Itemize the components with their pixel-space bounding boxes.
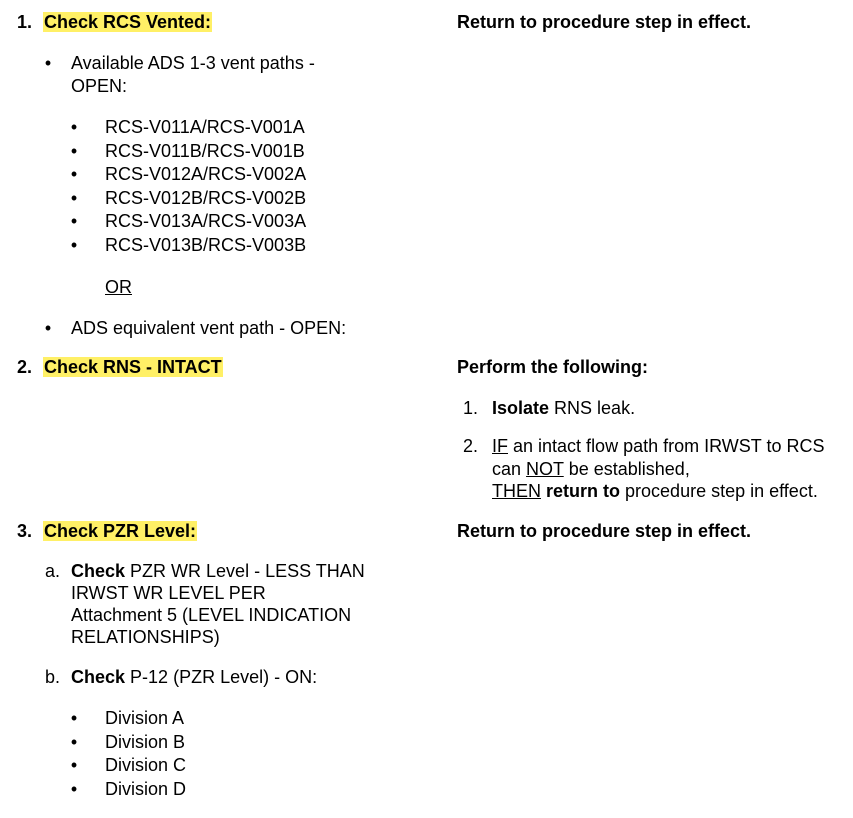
step-1-bullet-1-line-1: Available ADS 1-3 vent paths - (71, 53, 315, 73)
step-3-number: 3. (17, 521, 33, 541)
step-3-response-not-obtained: Return to procedure step in effect. (457, 521, 752, 541)
step-3a-line-1 (71, 560, 365, 582)
not-keyword: NOT (526, 459, 564, 479)
step-3a-line-2: IRWST WR LEVEL PER (71, 583, 266, 603)
check-verb: Check (71, 561, 126, 581)
step-2-rnr-sub-2-line-1 (492, 435, 824, 457)
valve-list-item: RCS-V012A/RCS-V002A (105, 164, 307, 184)
valve-list-item: RCS-V011A/RCS-V001A (105, 117, 305, 137)
step-2-rnr-sub-2-line-3 (492, 480, 818, 502)
division-list-item: Division C (105, 755, 187, 775)
bullet-icon: • (70, 188, 78, 208)
bullet-icon: • (70, 211, 78, 231)
step-3b-letter: b. (45, 667, 61, 687)
step-3a-line-4: RELATIONSHIPS) (71, 627, 220, 647)
line-2-post: be established, (568, 459, 690, 479)
then-keyword: THEN (492, 481, 541, 501)
step-2-title (43, 356, 223, 378)
step-3a-line-1-text: PZR WR Level - LESS THAN (130, 561, 365, 581)
bullet-icon: • (70, 235, 78, 255)
step-1-bullet-1-line-2: OPEN: (71, 76, 128, 96)
bullet-icon: • (44, 53, 52, 73)
step-3a-line-3: Attachment 5 (LEVEL INDICATION (71, 605, 352, 625)
line-2-pre: can (492, 459, 522, 479)
valve-list-item: RCS-V013A/RCS-V003A (105, 211, 307, 231)
step-2-rnr-sub-2-line-2 (492, 458, 690, 480)
valve-list-item: RCS-V012B/RCS-V002B (105, 188, 307, 208)
bullet-icon: • (70, 732, 78, 752)
step-3-title-highlight: Check PZR Level: (44, 521, 197, 541)
step-1-title-highlight: Check RCS Vented: (44, 12, 212, 32)
line-3-post: procedure step in effect. (625, 481, 818, 501)
step-3-title (43, 520, 197, 542)
step-2-response-not-obtained: Perform the following: (457, 357, 648, 377)
step-3b-text: P-12 (PZR Level) - ON: (130, 667, 318, 687)
bullet-icon: • (70, 117, 78, 137)
bullet-icon: • (70, 141, 78, 161)
or-separator: OR (105, 277, 132, 297)
valve-list-item: RCS-V011B/RCS-V001B (105, 141, 305, 161)
step-2-rnr-sub-1 (492, 397, 635, 419)
step-2-rnr-sub-2-number: 2. (463, 436, 479, 456)
step-2-number: 2. (17, 357, 33, 377)
line-1-text: an intact flow path from IRWST to RCS (513, 436, 825, 456)
step-1-title (43, 11, 212, 33)
bullet-icon: • (70, 779, 78, 799)
bullet-icon: • (70, 755, 78, 775)
division-list-item: Division D (105, 779, 187, 799)
bullet-icon: • (44, 318, 52, 338)
step-2-title-highlight: Check RNS - INTACT (44, 357, 222, 377)
step-1-response-not-obtained: Return to procedure step in effect. (457, 12, 752, 32)
step-2-rnr-sub-1-number: 1. (463, 398, 479, 418)
step-3a-letter: a. (45, 561, 61, 581)
division-list-item: Division A (105, 708, 185, 728)
valve-list-item: RCS-V013B/RCS-V003B (105, 235, 307, 255)
isolate-text: RNS leak. (554, 398, 636, 418)
bullet-icon: • (70, 708, 78, 728)
bullet-icon: • (70, 164, 78, 184)
division-list-item: Division B (105, 732, 186, 752)
if-keyword: IF (492, 436, 508, 456)
isolate-verb: Isolate (492, 398, 550, 418)
step-1-number: 1. (17, 12, 33, 32)
check-verb: Check (71, 667, 126, 687)
step-3b-line (71, 666, 317, 688)
step-1-bullet-2: ADS equivalent vent path - OPEN: (71, 318, 347, 338)
return-to-keyword: return to (546, 481, 621, 501)
